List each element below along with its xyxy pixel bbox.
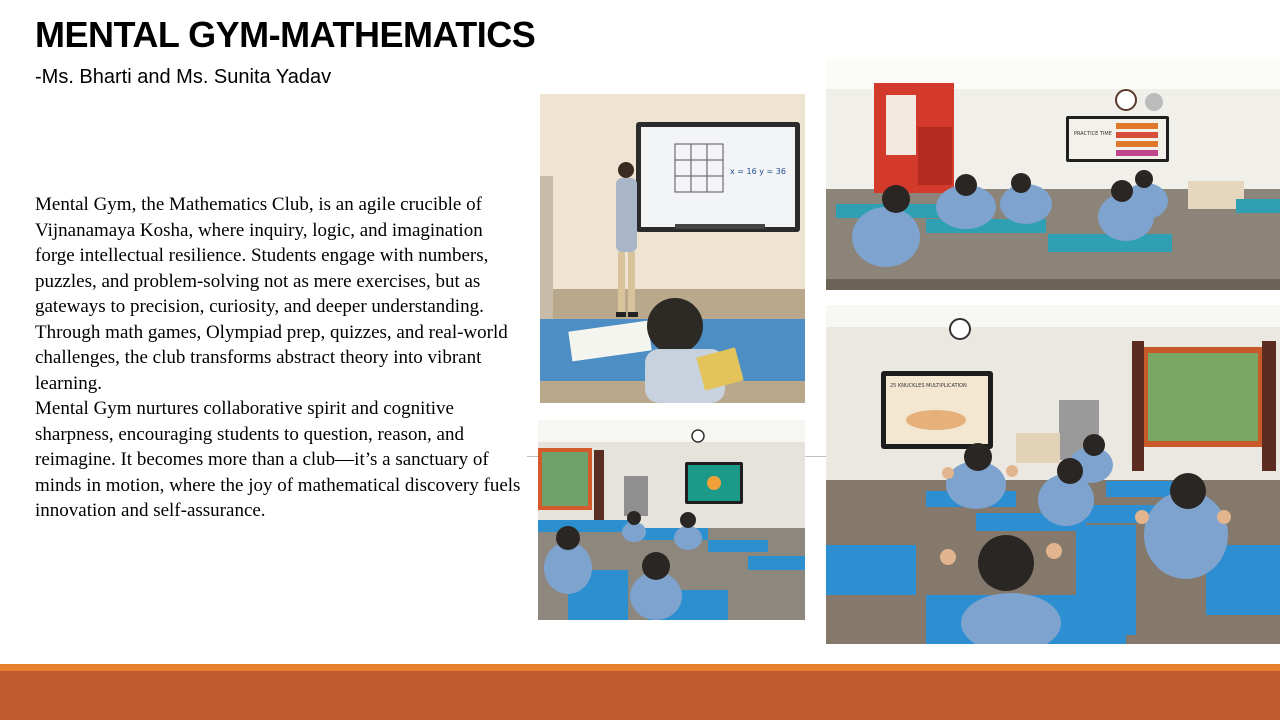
screen-lesson-text: 25 KNUCKLES MULTIPLICATION <box>890 383 967 389</box>
screen-practice-text: PRACTICE TIME <box>1074 131 1112 137</box>
paragraph-outcome: Mental Gym nurtures collaborative spirit and cognitive sharpness, encouraging students to question, reason, and reimagine. It becomes more than a club—it’s a sanctuary of minds in motion, where the joy of mathematical discovery fuels innovation and self-assurance. <box>35 398 521 521</box>
slide-subtitle: -Ms. Bharti and Ms. Sunita Yadav <box>35 66 332 88</box>
board-equation-text: x = 16 y = 36 <box>730 167 786 176</box>
slide-title: MENTAL GYM-MATHEMATICS <box>35 14 536 55</box>
photo-finger-multiplication-drawing <box>826 305 1280 644</box>
photo-teacher-at-board-drawing <box>540 94 805 403</box>
photo-classroom-rear-view-drawing <box>826 59 1280 290</box>
photo-finger-multiplication <box>826 305 1280 644</box>
photo-classroom-wide-view <box>538 420 805 620</box>
photo-classroom-wide-view-drawing <box>538 420 805 620</box>
photo-classroom-rear-view <box>826 59 1280 290</box>
paragraph-intro: Mental Gym, the Mathematics Club, is an agile crucible of Vijnanamaya Kosha, where inquiry, logic, and imagination forge intellectual resilience. Students engage with numbers, puzzles, and problem-solving not as mere exercises, but as gateways to precision, curiosity, and deeper understanding. Through math games, Olympiad prep, quizzes, and real-world challenges, the club transforms abstract theory into vibrant learning. <box>35 194 508 394</box>
footer-band <box>0 671 1280 720</box>
footer-accent-stripe <box>0 664 1280 671</box>
description-text <box>35 192 525 524</box>
photo-teacher-at-board <box>540 94 805 403</box>
